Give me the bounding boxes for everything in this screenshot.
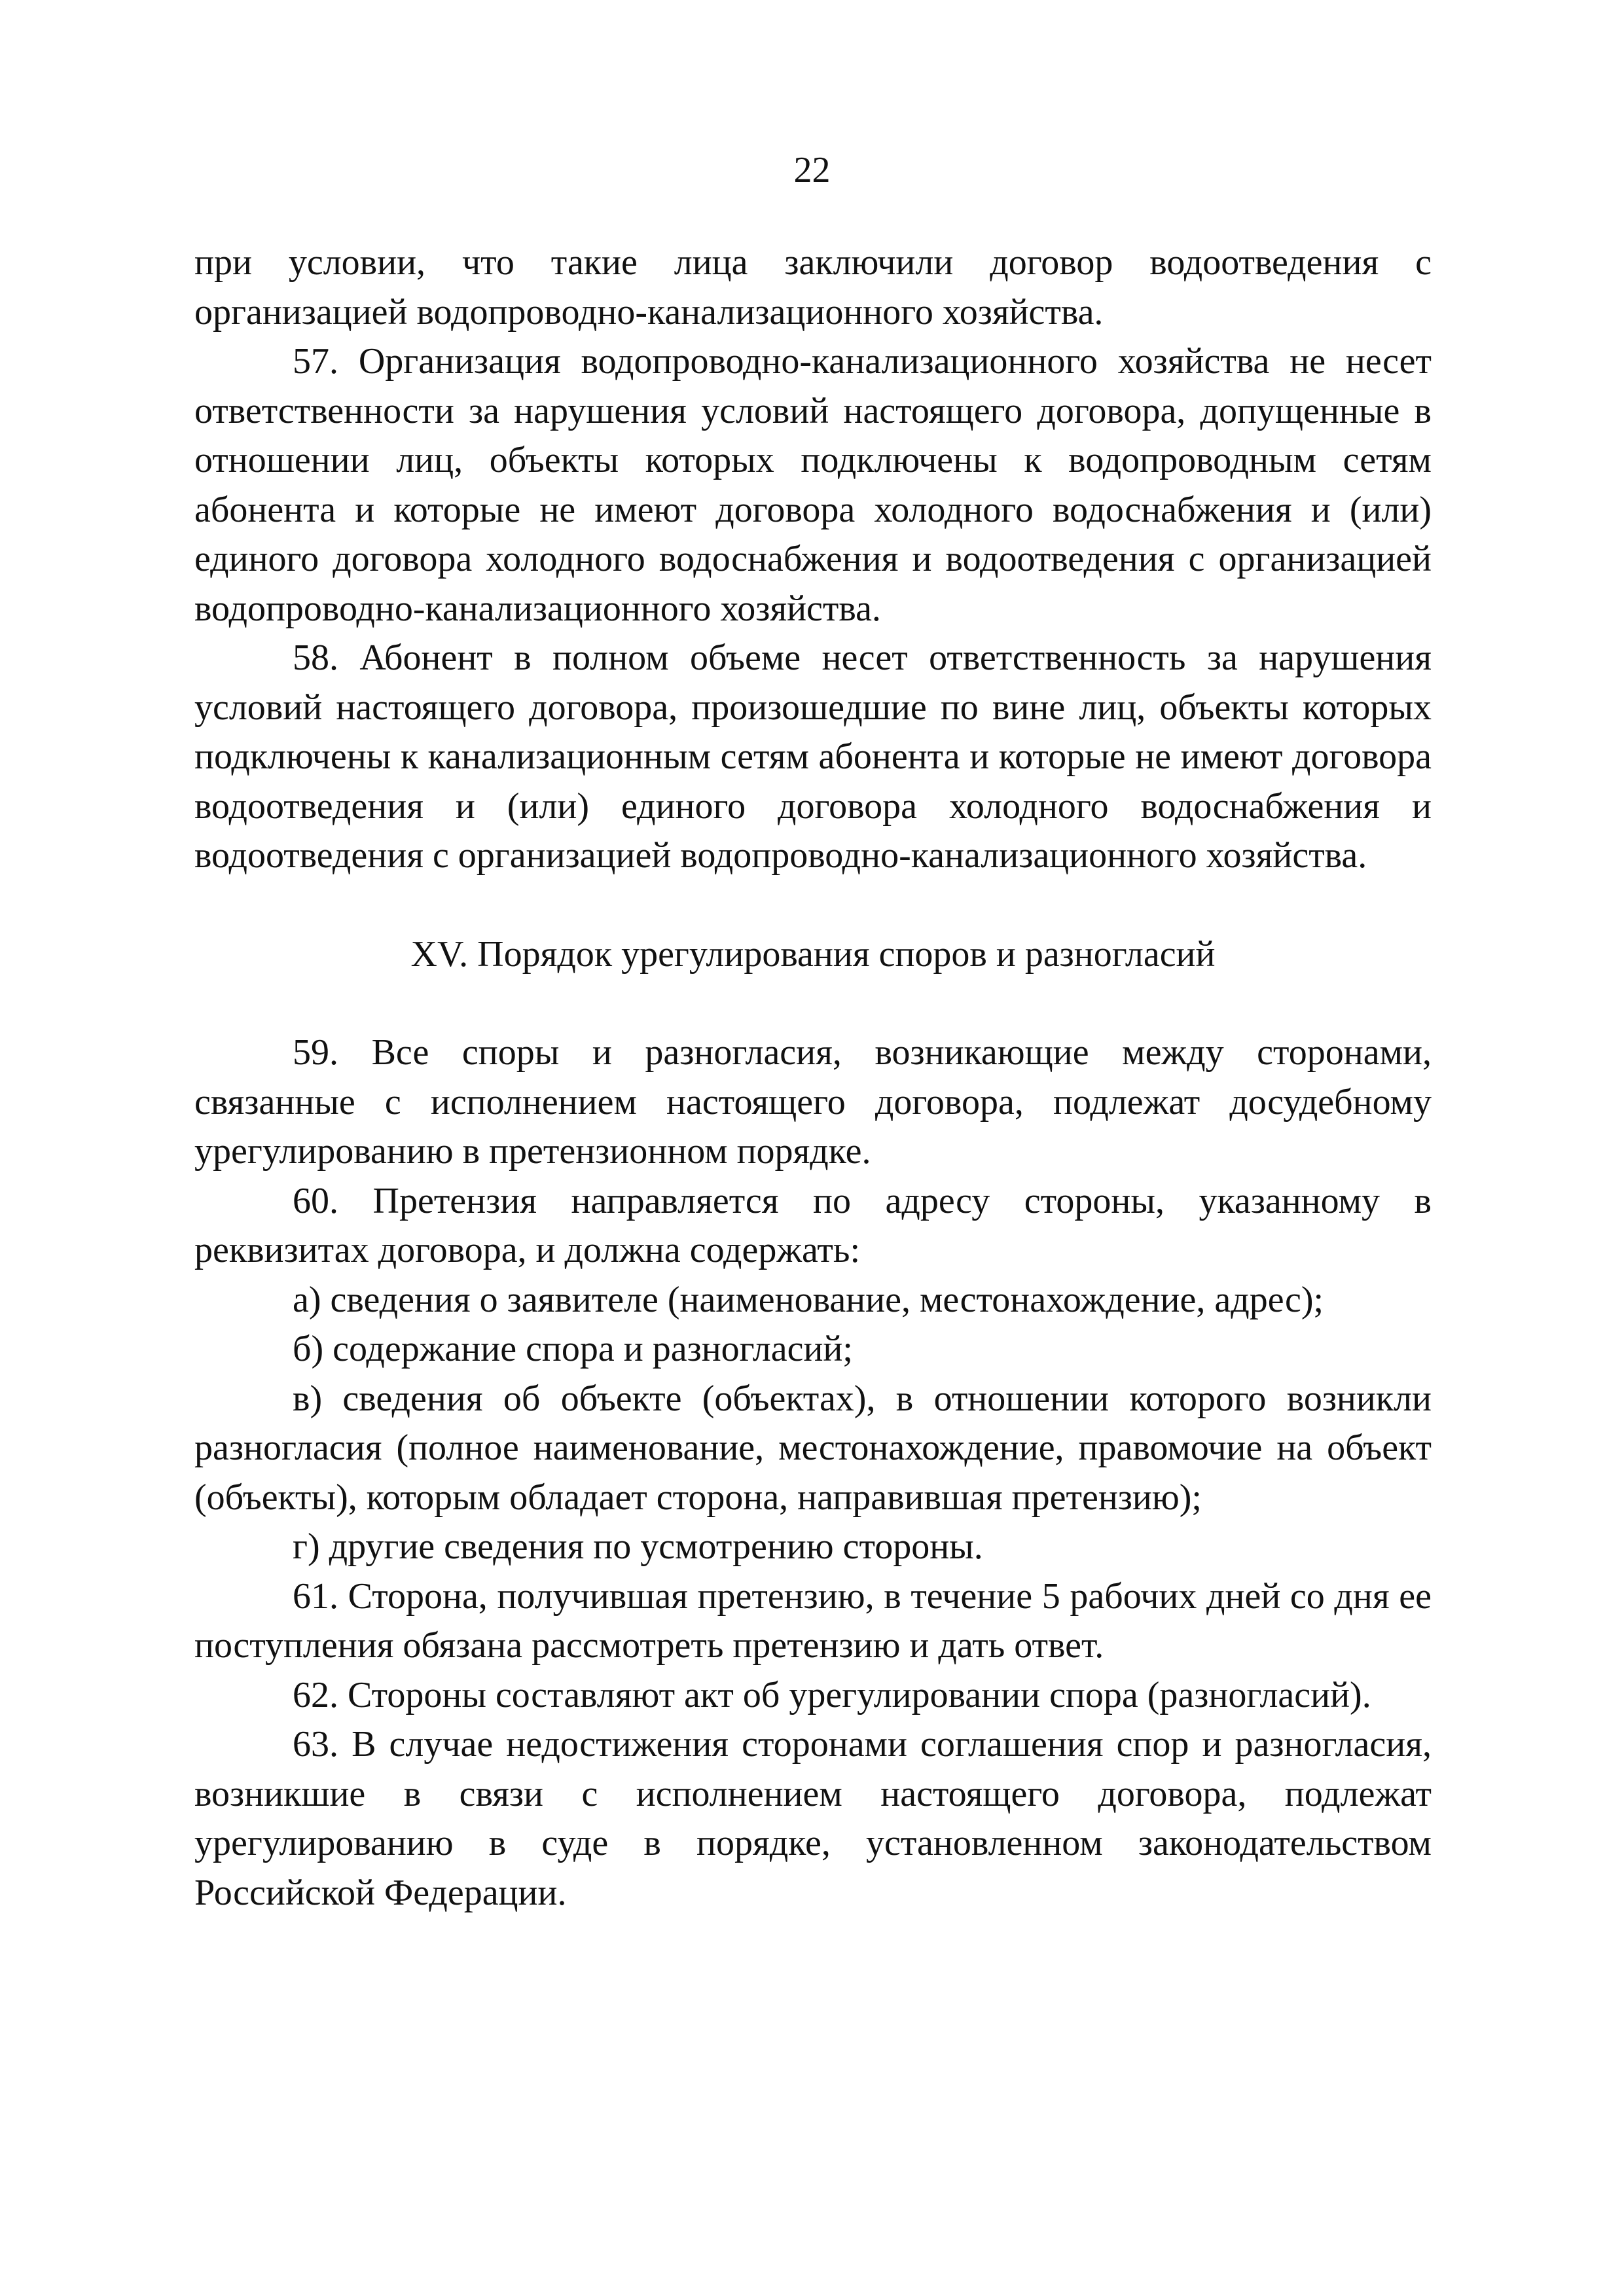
paragraph-63: 63. В случае недостижения сторонами соглашения спор и разногласия, возникшие в связи с исполнением настоящего договора, подлежат урегулированию в суде в порядке, установленном законодательством Российской Федерации. (194, 1724, 1432, 1913)
paragraph-60-b: б) содержание спора и разногласий; (293, 1329, 853, 1369)
paragraph-59: 59. Все споры и разногласия, возникающие между сторонами, связанные с исполнением настоящего договора, подлежат досудебному урегулированию в претензионном порядке. (194, 1032, 1432, 1172)
paragraph-61: 61. Сторона, получившая претензию, в течение 5 рабочих дней со дня ее поступления обязана рассмотреть претензию и дать ответ. (194, 1575, 1432, 1666)
page-number: 22 (793, 150, 831, 190)
paragraph-60-a: а) сведения о заявителе (наименование, местонахождение, адрес); (293, 1279, 1324, 1320)
paragraph-58: 58. Абонент в полном объеме несет ответственность за нарушения условий настоящего договора, произошедшие по вине лиц, объекты которых подключены к канализационным сетям абонента и которые не имеют договора водоотведения и (или) единого договора холодного водоснабжения и водоотведения с организацией водопроводно-канализационного хозяйства. (194, 637, 1432, 876)
paragraph-continuation: при условии, что такие лица заключили договор водоотведения с организацией водопроводно-канализационного хозяйства. (194, 242, 1432, 332)
paragraph-57: 57. Организация водопроводно-канализационного хозяйства не несет ответственности за нарушения условий настоящего договора, допущенные в отношении лиц, объекты которых подключены к водопроводным сетям абонента и которые не имеют договора холодного водоснабжения и (или) единого договора холодного водоснабжения и водоотведения с организацией водопроводно-канализационного хозяйства. (194, 341, 1432, 629)
paragraph-60-v: в) сведения об объекте (объектах), в отношении которого возникли разногласия (полное наименование, местонахождение, правомочие на объект (объекты), которым обладает сторона, направившая претензию); (194, 1378, 1432, 1518)
section-heading: XV. Порядок урегулирования споров и разногласий (410, 933, 1216, 975)
paragraph-60: 60. Претензия направляется по адресу стороны, указанному в реквизитах договора, и должна содержать: (194, 1180, 1432, 1270)
document-body (194, 238, 1432, 1918)
paragraph-60-g: г) другие сведения по усмотрению стороны. (293, 1526, 983, 1567)
paragraph-62: 62. Стороны составляют акт об урегулировании спора (разногласий). (293, 1674, 1371, 1715)
section-heading-block (194, 881, 1432, 1029)
